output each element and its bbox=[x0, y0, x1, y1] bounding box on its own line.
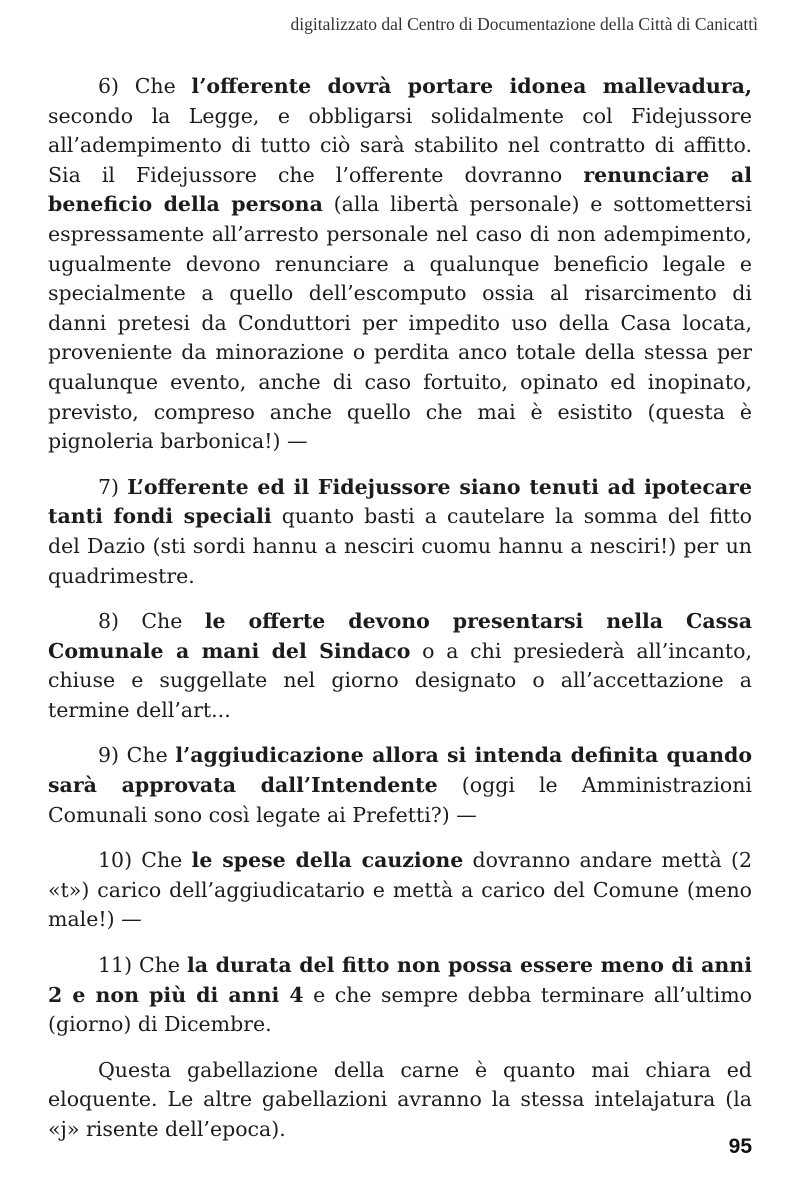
paragraph-clause-6 bbox=[48, 72, 752, 457]
text-segment: (alla libertà personale) e sottomettersi espressamente all’arresto personale nel caso di non adempimento, ugualmente devono renunciare a qualunque beneficio legale e specialmente a quello dell’escomputo ossia al risarcimento di danni pretesi da Conduttori per impedito uso della Casa locata, proveniente da minorazione o perdita anco totale della stessa per qualunque evento, anche di caso fortuito, opinato ed inopinato, previsto, compreso anche quello che mai è esistito (questa è pignoleria barbonica!) — bbox=[48, 192, 752, 454]
text-segment: 10) Che bbox=[98, 848, 192, 873]
text-segment: dovranno andare mettà (2 «t») carico dell’aggiudicatario e mettà a carico del Comune (meno male!) — bbox=[48, 848, 752, 932]
paragraph-clause-9 bbox=[48, 741, 752, 830]
paragraph-closing bbox=[48, 1056, 752, 1145]
bold-segment: l’offerente dovrà portare idonea mallevadura, bbox=[191, 74, 753, 98]
text-segment: 8) Che bbox=[98, 609, 205, 634]
paragraph-clause-10 bbox=[48, 846, 752, 935]
text-segment: e che sempre debba terminare all’ultimo (giorno) di Dicembre. bbox=[48, 982, 752, 1037]
text-segment: 9) Che bbox=[98, 743, 176, 768]
body-text bbox=[48, 72, 752, 1161]
bold-segment: le offerte devono presentarsi nella Cassa Comunale a mani del Sindaco bbox=[48, 609, 752, 663]
bold-segment: l’aggiudicazione allora si intenda definita quando sarà approvata dall’Intendente bbox=[48, 743, 752, 798]
text-segment: 11) Che bbox=[98, 953, 187, 978]
text-segment: (oggi le Amministrazioni Comunali sono così legate ai Prefetti?) — bbox=[48, 773, 752, 827]
paragraph-clause-8 bbox=[48, 607, 752, 725]
text-segment: 6) Che bbox=[98, 74, 192, 98]
text-segment: secondo la Legge, e obbligarsi solidalmente col Fidejussore all’adempimento di tutto ciò sarà stabilito nel contratto di affitto. Sia il Fidejussore che l’offerente dovranno bbox=[48, 103, 752, 187]
bold-segment: le spese della cauzione bbox=[191, 848, 464, 873]
bold-segment: la durata del fitto non possa essere meno di anni 2 e non più di anni 4 bbox=[48, 953, 752, 1007]
text-segment: o a chi presiederà all’incanto, chiuse e suggellate nel giorno designato o all’accettazione a termine dell’art... bbox=[48, 638, 752, 722]
paragraph-clause-11 bbox=[48, 951, 752, 1040]
digitization-credit: digitalizzato dal Centro di Documentazione della Città di Canicattì bbox=[290, 14, 758, 34]
paragraph-clause-7 bbox=[48, 473, 752, 591]
page-number: 95 bbox=[728, 1135, 752, 1158]
bold-segment: renunciare al beneficio della persona bbox=[48, 162, 752, 217]
text-segment: 7) bbox=[98, 474, 128, 499]
text-segment: quanto basti a cautelare la somma del fitto del Dazio (sti sordi hannu a nesciri cuomu hannu a nesciri!) per un quadrimestre. bbox=[48, 504, 752, 588]
bold-segment: L’offerente ed il Fidejussore siano tenuti ad ipotecare tanti fondi speciali bbox=[48, 474, 752, 529]
text-segment: Questa gabellazione della carne è quanto mai chiara ed eloquente. Le altre gabellazioni avranno la stessa intelajatura (la «j» risente dell’epoca). bbox=[48, 1057, 752, 1141]
